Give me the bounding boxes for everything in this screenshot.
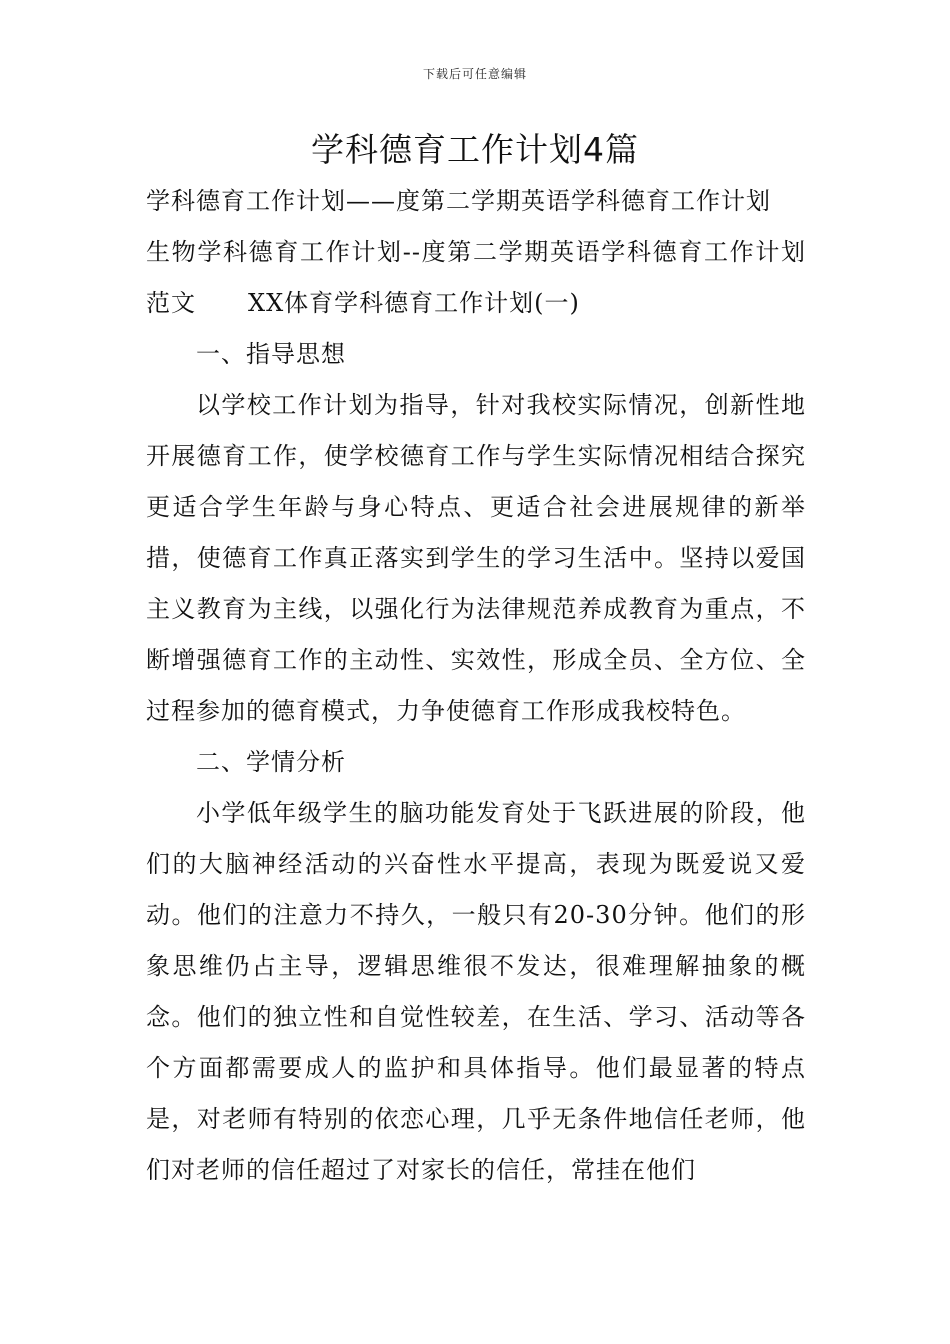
section-1-heading: 一、指导思想 — [196, 340, 346, 368]
section-2-paragraph: 小学低年级学生的脑功能发育处于飞跃进展的阶段，他们的大脑神经活动的兴奋性水平提高，表现为既爱说又爱动。他们的注意力不持久，一般只有20-30分钟。他们的形象思维仍占主导，逻辑思维很不发达，很难理解抽象的概念。他们的独立性和自觉性较差，在生活、学习、活动等各个方面都需要成人的监护和具体指导。他们最显著的特点是，对老师有特别的依恋心理，几乎无条件地信任老师，他们对老师的信任超过了对家长的信任，常挂在他们 — [146, 799, 806, 1184]
section-1-paragraph: 以学校工作计划为指导，针对我校实际情况，创新性地开展德育工作，使学校德育工作与学生实际情况相结合探究更适合学生年龄与身心特点、更适合社会进展规律的新举措，使德育工作真正落实到学生的学习生活中。坚持以爱国主义教育为主线，以强化行为法律规范养成教育为重点，不断增强德育工作的主动性、实效性，形成全员、全方位、全过程参加的德育模式，力争使德育工作形成我校特色。 — [146, 391, 806, 725]
document-title: 学科德育工作计划4篇 — [311, 130, 639, 169]
intro-line-2 — [146, 227, 806, 329]
intro-line-1: 学科德育工作计划——度第二学期英语学科德育工作计划 — [146, 187, 771, 215]
document-body — [146, 176, 806, 1196]
intro-line-2-part-1: 生物学科德育工作计划--度第二学期英语学科德育工作计划范文 — [146, 238, 806, 317]
section-2-heading: 二、学情分析 — [196, 748, 346, 776]
page-header-note: 下载后可任意编辑 — [422, 67, 527, 81]
intro-line-2-part-2: XX体育学科德育工作计划(一) — [248, 289, 580, 317]
